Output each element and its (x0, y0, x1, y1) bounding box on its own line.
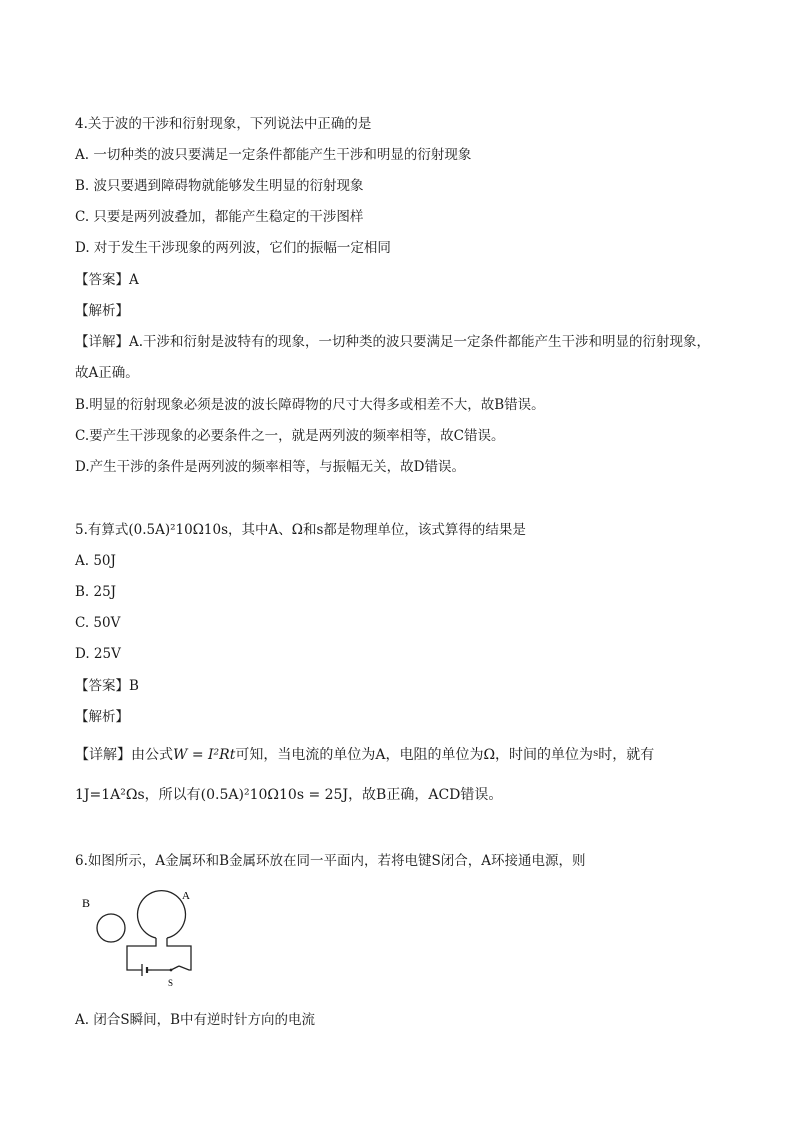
label-b: B (82, 896, 91, 910)
q6-stem: 6.如图所示，A金属环和B金属环放在同一平面内，若将电键S闭合，A环接通电源，则 (75, 853, 586, 869)
q5-detail-suffix: 时，就有 (598, 747, 655, 763)
q4-option-a: A. 一切种类的波只要满足一定条件都能产生干涉和明显的衍射现象 (75, 147, 472, 163)
q5-stem (75, 521, 526, 539)
q4-detail-line: B.明显的衍射现象必须是波的波长障碍物的尺寸大得多或相差不大，故B错误。 (75, 397, 545, 413)
ring-a (138, 891, 186, 938)
q5-detail-line-2 (75, 786, 502, 804)
ring-b (97, 914, 125, 942)
circuit-wires (127, 938, 191, 970)
q4-stem: 4.关于波的干涉和衍射现象，下列说法中正确的是 (75, 116, 372, 132)
q4-detail-line: 【详解】A.干涉和衍射是波特有的现象，一切种类的波只要满足一定条件都能产生干涉和明显的衍射现象， (75, 334, 711, 350)
q4-detail-line: 故A正确。 (75, 365, 139, 381)
unit-s: s (593, 748, 599, 759)
q5-detail-line-1 (75, 745, 654, 764)
q5-detail-prefix: 【详解】由公式 (75, 747, 173, 763)
q5-stem-suffix: ，其中A、Ω和s都是物理单位，该式算得的结果是 (228, 522, 526, 538)
label-a: A (182, 890, 190, 902)
formula-w-i2rt: W = I²Rt (173, 747, 236, 763)
q4-detail-line: D.产生干涉的条件是两列波的频率相等，与振幅无关，故D错误。 (75, 459, 465, 475)
rings-circuit-figure (78, 885, 208, 990)
q5-detail-suffix-2: ，故B正确，ACD错误。 (348, 787, 503, 803)
q4-detail-line: C.要产生干涉现象的必要条件之一，就是两列波的频率相等，故C错误。 (75, 428, 505, 444)
q5-option-a: A. 50J (75, 553, 116, 569)
q5-detail-middle-2: ，所以有 (144, 787, 201, 803)
q5-analysis-heading: 【解析】 (75, 709, 129, 725)
q4-option-b: B. 波只要遇到障碍物就能够发生明显的衍射现象 (75, 178, 364, 194)
q4-analysis-heading: 【解析】 (75, 303, 129, 319)
q5-detail-middle: 可知，当电流的单位为A，电阻的单位为Ω，时间的单位为 (235, 747, 594, 763)
q4-answer: 【答案】A (75, 272, 139, 288)
q6-option-a: A. 闭合S瞬间，B中有逆时针方向的电流 (75, 1012, 316, 1028)
q5-option-d: D. 25V (75, 646, 121, 662)
q5-stem-prefix: 5.有算式 (75, 522, 129, 538)
q4-option-d: D. 对于发生干涉现象的两列波，它们的振幅一定相同 (75, 240, 391, 256)
q5-stem-expression: (0.5A)²10Ω10s (128, 522, 229, 538)
formula-result: (0.5A)²10Ω10s = 25J (200, 787, 349, 803)
switch-blade (171, 966, 179, 970)
unit-equation: 1J=1A²Ωs (75, 787, 145, 803)
label-s: S (168, 978, 174, 988)
q5-option-b: B. 25J (75, 584, 117, 600)
q4-option-c: C. 只要是两列波叠加，都能产生稳定的干涉图样 (75, 209, 364, 225)
q5-option-c: C. 50V (75, 615, 121, 631)
q5-answer: 【答案】B (75, 678, 139, 694)
